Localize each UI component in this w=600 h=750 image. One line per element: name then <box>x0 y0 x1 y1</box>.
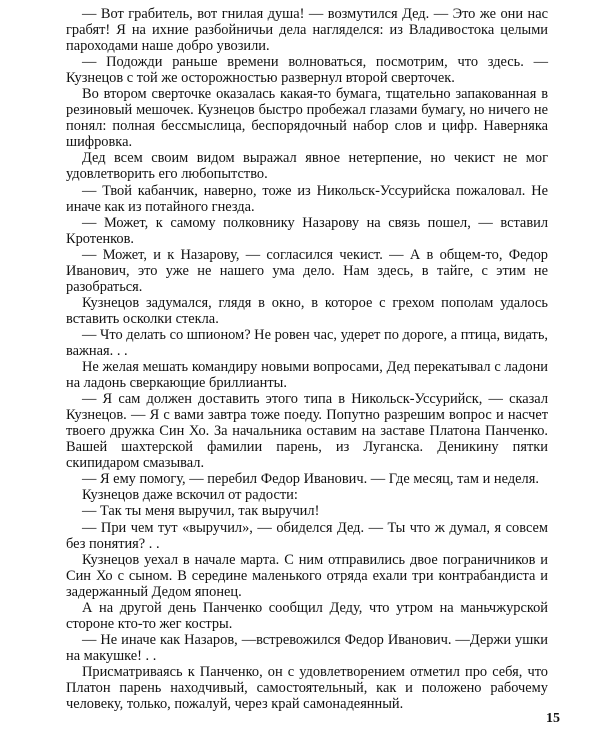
paragraph: Во втором сверточке оказалась какая-то бумага, тщательно запакованная в резиновый мешочек. Кузнецов быстро пробежал глазами бумагу, но ничего не понял: полная бессмыслица, беспорядочный набор слов и цифр. Наверняка шифровка. <box>66 86 548 151</box>
paragraph: — Не иначе как Назаров, —встревожился Федор Иванович. —Держи ушки на макушке! . . <box>66 631 548 664</box>
paragraph: — Твой кабанчик, наверно, тоже из Никольск-Уссурийска пожаловал. Не иначе как из потайного гнезда. <box>66 182 548 215</box>
paragraph: — Может, к самому полковнику Назарову на связь пошел, — вставил Кротенков. <box>66 214 548 247</box>
body-text <box>66 6 548 712</box>
paragraph: — Что делать со шпионом? Не ровен час, удерет по дороге, а птица, видать, важная. . . <box>66 326 548 359</box>
paragraph: — Вот грабитель, вот гнилая душа! — возмутился Дед. — Это же они нас грабят! Я на ихние разбойничьи дела нагляделся: из Владивостока целыми пароходами наше добро увозили. <box>66 6 548 55</box>
paragraph: Кузнецов даже вскочил от радости: <box>82 487 298 504</box>
paragraph: — Так ты меня выручил, так выручил! <box>82 503 320 520</box>
paragraph: — Подожди раньше времени волноваться, посмотрим, что здесь. — Кузнецов с той же осторожностью развернул второй сверточек. <box>66 54 548 87</box>
paragraph: Кузнецов задумался, глядя в окно, в которое с грехом пополам удалось вставить осколки стекла. <box>66 294 548 327</box>
paragraph: Присматриваясь к Панченко, он с удовлетворением отметил про себя, что Платон парень находчивый, самостоятельный, как и положено рабочему человеку, только, пожалуй, через край самонадеянный. <box>66 663 548 713</box>
paragraph: — Я ему помогу, — перебил Федор Иванович. — Где месяц, там и неделя. <box>82 471 539 488</box>
paragraph: Не желая мешать командиру новыми вопросами, Дед перекатывал с ладони на ладонь сверкающие бриллианты. <box>66 359 548 392</box>
paragraph: — При чем тут «выручил», — обиделся Дед. — Ты что ж думал, я совсем без понятия? . . <box>66 519 548 552</box>
page-number: 15 <box>546 711 560 726</box>
paragraph: — Может, и к Назарову, — согласился чекист. — А в общем-то, Федор Иванович, это уже не нашего ума дело. Нам здесь, в тайге, с этим не разобраться. <box>66 246 548 295</box>
paragraph: Дед всем своим видом выражал явное нетерпение, но чекист не мог удовлетворить его любопытство. <box>66 150 548 183</box>
paragraph: А на другой день Панченко сообщил Деду, что утром на маньчжурской стороне кто-то жег костры. <box>66 599 548 632</box>
paragraph: — Я сам должен доставить этого типа в Никольск-Уссурийск, — сказал Кузнецов. — Я с вами завтра тоже поеду. Попутно разрешим вопрос и насчет твоего дружка Син Хо. За начальника оставим на заставе Платона Панченко. Вашей шахтерской фамилии парень, из Луганска. Деникину пятки скипидаром смазывал. <box>66 391 548 472</box>
paragraph: Кузнецов уехал в начале марта. С ним отправились двое пограничников и Син Хо с сыном. В середине маленького отряда ехали три контрабандиста и задержанный Дедом японец. <box>66 551 548 600</box>
